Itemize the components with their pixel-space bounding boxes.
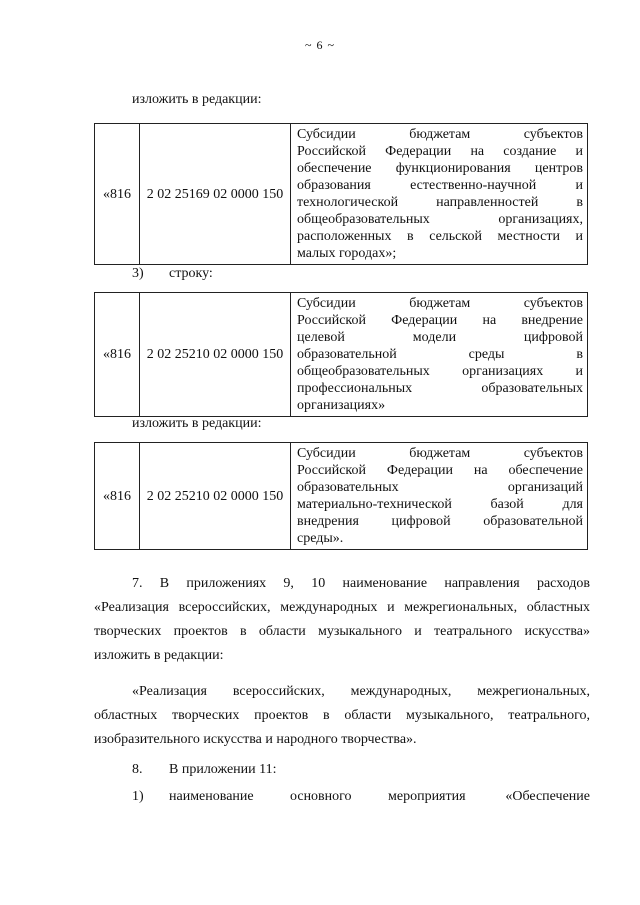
desc-line: общеобразовательных организациях, [297, 212, 583, 227]
desc-line: образовательных организаций [297, 480, 583, 495]
item-3 [132, 266, 213, 282]
item-1-word: наименование [169, 789, 254, 804]
paragraph-7 [94, 572, 590, 668]
table-2-description [291, 293, 588, 417]
quote-line: изобразительного искусства и народного творчества». [94, 732, 417, 747]
desc-line: Российской Федерации на обеспечение [297, 463, 583, 478]
paragraph-line: «Реализация всероссийских, международных и межрегиональных, областных [94, 600, 590, 615]
table-2-kbk: 2 02 25210 02 0000 150 [140, 293, 291, 417]
desc-line: Субсидии бюджетам субъектов [297, 127, 583, 142]
desc-line: внедрения цифровой образовательной [297, 514, 583, 529]
desc-line: общеобразовательных организациях и [297, 364, 583, 379]
table-1-code: «816 [95, 124, 140, 265]
desc-line: технологической направленностей в [297, 195, 583, 210]
paragraph-line: 7. В приложениях 9, 10 наименование направления расходов [132, 576, 590, 591]
item-1-number: 1) [132, 789, 144, 804]
item-1-word: мероприятия [388, 789, 466, 804]
table-1-kbk: 2 02 25169 02 0000 150 [140, 124, 291, 265]
budget-table-3 [94, 442, 588, 550]
desc-line: образовательной среды в [297, 347, 583, 362]
table-3-description [291, 443, 588, 550]
desc-line: целевой модели цифровой [297, 330, 583, 345]
desc-line: Российской Федерации на внедрение [297, 313, 583, 328]
quote-paragraph [94, 680, 590, 752]
table-1-description [291, 124, 588, 265]
desc-line: Субсидии бюджетам субъектов [297, 296, 583, 311]
item-1-word: «Обеспечение [505, 789, 590, 804]
item-3-number: 3) [132, 266, 144, 281]
paragraph-line: творческих проектов в области музыкального и театрального искусства» [94, 624, 590, 639]
intro-text-2: изложить в редакции: [132, 416, 262, 431]
item-1-word: основного [290, 789, 352, 804]
item-1 [132, 789, 590, 805]
quote-line: областных творческих проектов в области музыкального, театрального, [94, 708, 590, 723]
desc-line: Российской Федерации на создание и [297, 144, 583, 159]
desc-line: расположенных в сельской местности и [297, 229, 583, 244]
desc-line: обеспечение функционирования центров [297, 161, 583, 176]
paragraph-8-number: 8. [132, 762, 143, 777]
table-2-code: «816 [95, 293, 140, 417]
table-3-kbk: 2 02 25210 02 0000 150 [140, 443, 291, 550]
desc-line: малых городах»; [297, 246, 397, 261]
paragraph-8-text: В приложении 11: [169, 762, 277, 777]
desc-line: образования естественно-научной и [297, 178, 583, 193]
table-3-code: «816 [95, 443, 140, 550]
budget-table-1 [94, 123, 588, 265]
intro-text-1: изложить в редакции: [132, 92, 262, 107]
page-number: ~ 6 ~ [305, 38, 335, 52]
paragraph-line: изложить в редакции: [94, 648, 224, 663]
desc-line: материально-технической базой для [297, 497, 583, 512]
desc-line: профессиональных образовательных [297, 381, 583, 396]
quote-line: «Реализация всероссийских, международных, межрегиональных, [132, 684, 590, 699]
budget-table-2 [94, 292, 588, 417]
desc-line: организациях» [297, 398, 386, 413]
desc-line: среды». [297, 531, 344, 546]
paragraph-8 [132, 762, 277, 778]
item-3-text: строку: [169, 266, 213, 281]
desc-line: Субсидии бюджетам субъектов [297, 446, 583, 461]
